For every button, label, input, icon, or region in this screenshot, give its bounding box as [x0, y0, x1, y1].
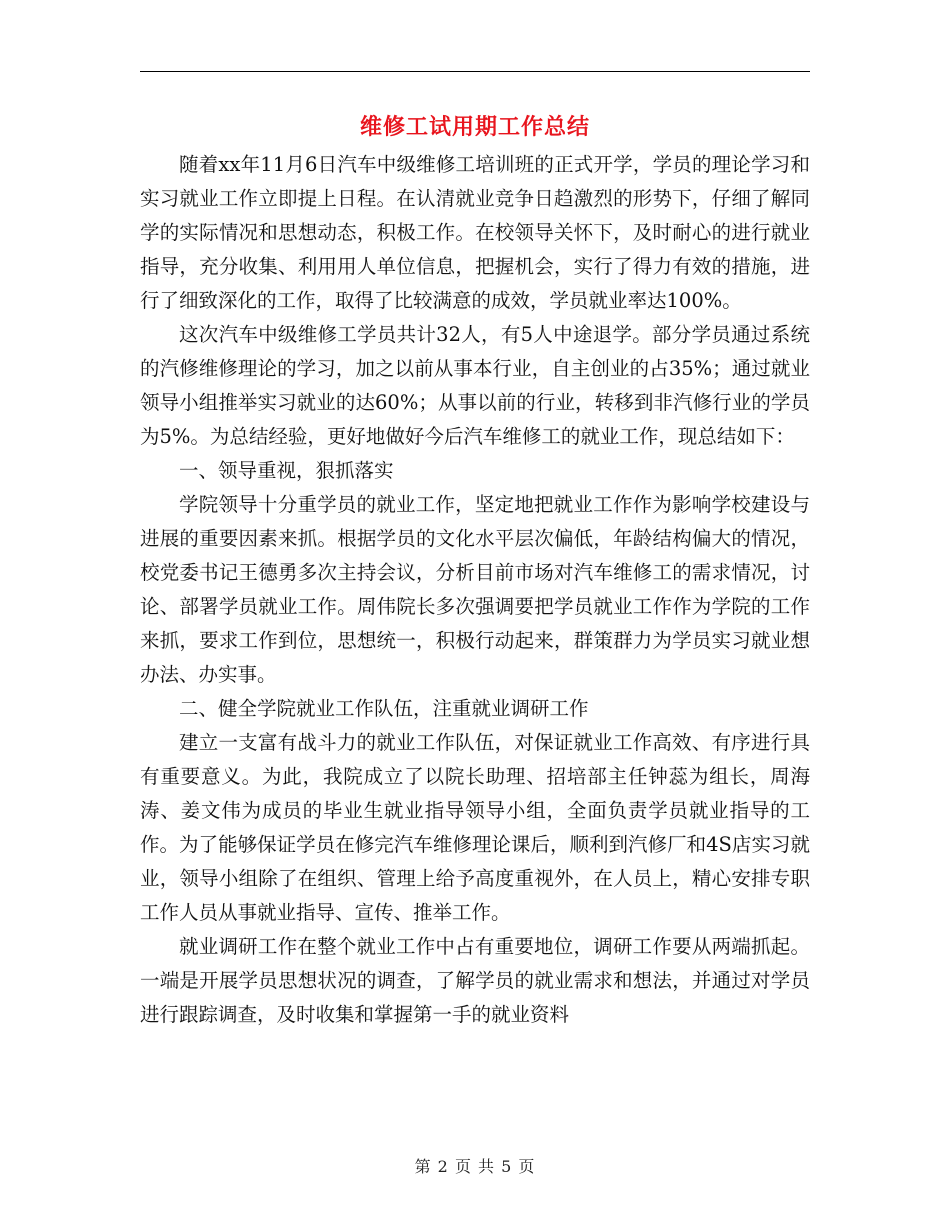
paragraph-research: 就业调研工作在整个就业工作中占有重要地位，调研工作要从两端抓起。一端是开展学员思想状况的调查，了解学员的就业需求和想法，并通过对学员进行跟踪调查，及时收集和掌握第一手的就业资料 — [140, 935, 810, 1026]
paragraph-overview: 这次汽车中级维修工学员共计32人，有5人中途退学。部分学员通过系统的汽修维修理论的学习，加之以前从事本行业，自主创业的占35%；通过就业领导小组推举实习就业的达60%；从事以前的行业，转移到非汽修行业的学员为5%。为总结经验，更好地做好今后汽车维修工的就业工作，现总结如下： — [140, 323, 810, 448]
document-title: 维修工试用期工作总结 — [359, 115, 590, 140]
page-footer — [0, 1154, 950, 1177]
section-heading-1: 一、领导重视，狠抓落实 — [179, 459, 394, 482]
section-heading-2: 二、健全学院就业工作队伍，注重就业调研工作 — [179, 697, 589, 720]
paragraph-leadership: 学院领导十分重学员的就业工作，坚定地把就业工作作为影响学校建设与进展的重要因素来抓。根据学员的文化水平层次偏低，年龄结构偏大的情况，校党委书记王德勇多次主持会议，分析目前市场对汽车维修工的需求情况，讨论、部署学员就业工作。周伟院长多次强调要把学员就业工作作为学院的工作来抓，要求工作到位，思想统一，积极行动起来，群策群力为学员实习就业想办法、办实事。 — [140, 493, 810, 686]
document-body — [140, 148, 810, 1032]
page-number: 第 2 页 共 5 页 — [414, 1157, 536, 1176]
paragraph-team: 建立一支富有战斗力的就业工作队伍，对保证就业工作高效、有序进行具有重要意义。为此，我院成立了以院长助理、招培部主任钟蕊为组长，周海涛、姜文伟为成员的毕业生就业指导领导小组，全面负责学员就业指导的工作。为了能够保证学员在修完汽车维修理论课后，顺利到汽修厂和4S店实习就业，领导小组除了在组织、管理上给予高度重视外，在人员上，精心安排专职工作人员从事就业指导、宣传、推举工作。 — [140, 731, 810, 924]
header-rule — [140, 71, 810, 72]
paragraph-intro: 随着xx年11月6日汽车中级维修工培训班的正式开学，学员的理论学习和实习就业工作立即提上日程。在认清就业竞争日趋激烈的形势下，仔细了解同学的实际情况和思想动态，积极工作。在校领导关怀下，及时耐心的进行就业指导，充分收集、利用用人单位信息，把握机会，实行了得力有效的措施，进行了细致深化的工作，取得了比较满意的成效，学员就业率达100%。 — [140, 153, 810, 312]
